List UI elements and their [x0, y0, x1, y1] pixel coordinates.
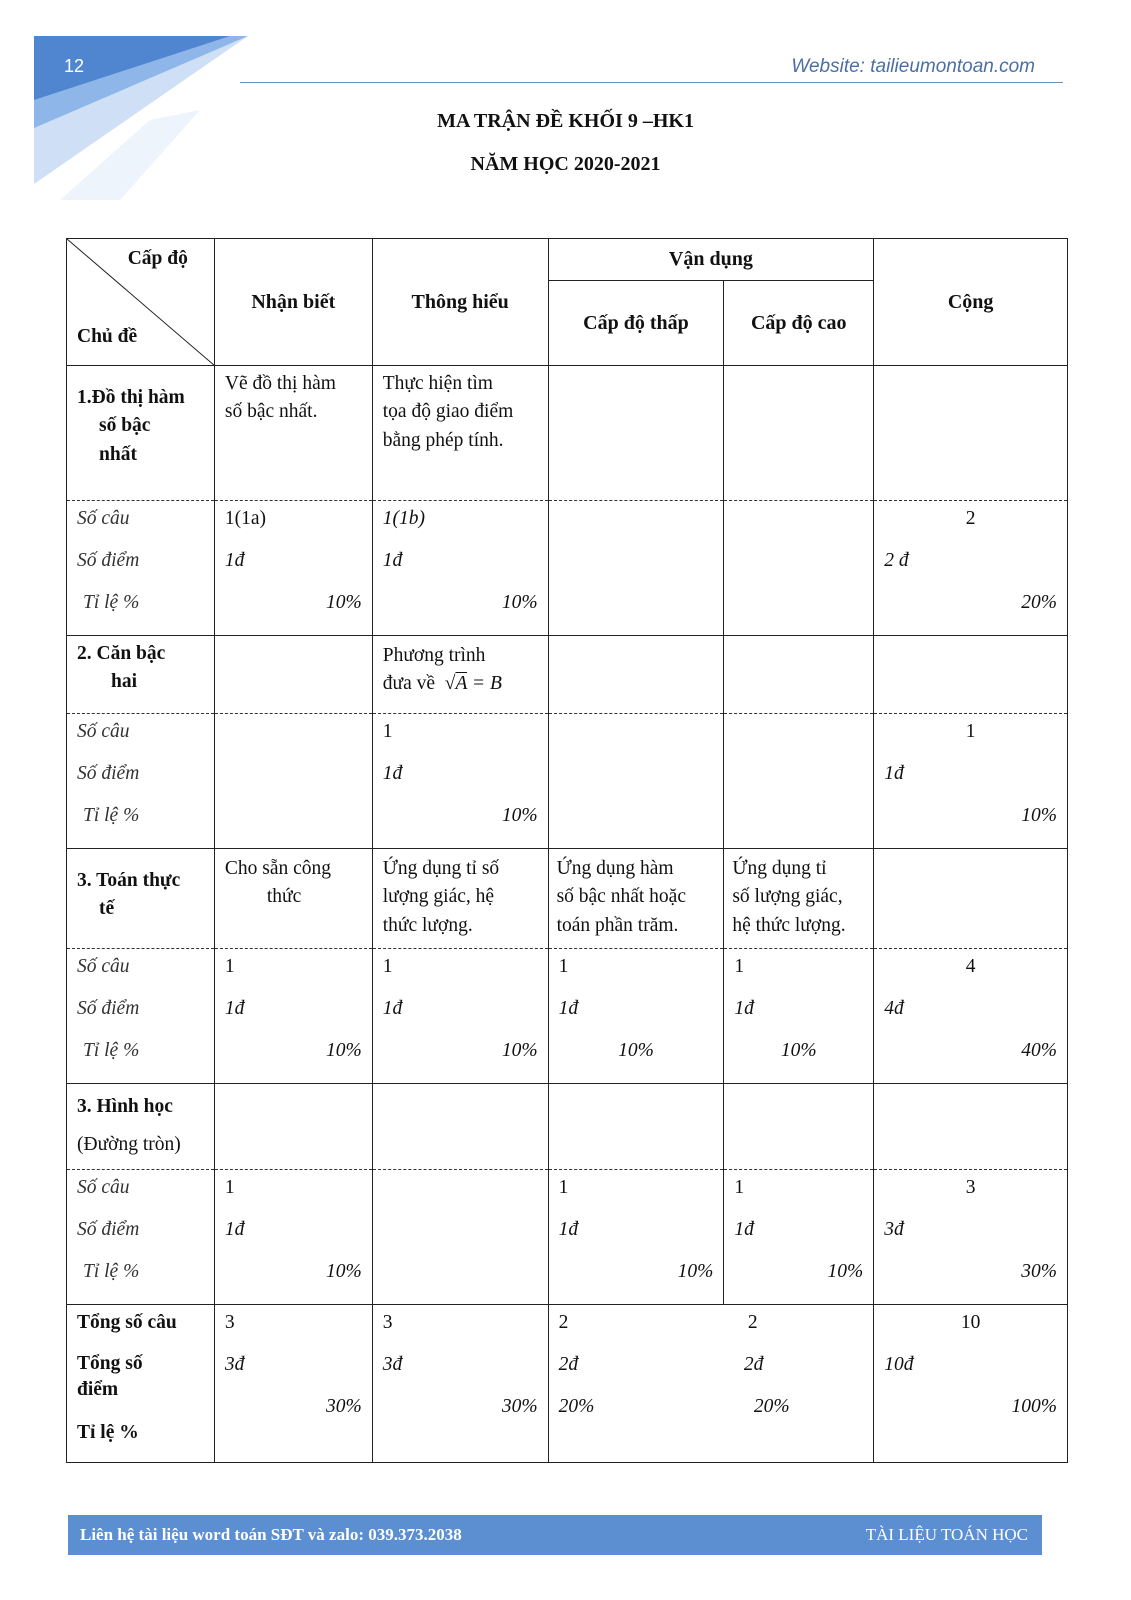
topic-3-cap-do-thap: Ứng dụng hàm số bậc nhất hoặc toán phần trăm. — [548, 849, 724, 949]
school-year-title: NĂM HỌC 2020-2021 — [470, 153, 661, 175]
totals-thap: 2 2đ 20% — [548, 1305, 724, 1463]
exam-matrix-table — [66, 238, 1068, 1463]
topic-1-cong — [874, 366, 1068, 501]
topic-4-cap-do-thap — [548, 1084, 724, 1170]
header-nhan-biet: Nhận biết — [214, 239, 372, 366]
topic-3-cong — [874, 849, 1068, 949]
topic-3-total-stats: 4 4đ 40% — [874, 949, 1068, 1084]
header-topic-label: Chủ đề — [77, 325, 138, 347]
topic-4-th-stats — [372, 1170, 548, 1305]
topic-4-total-stats: 3 3đ 30% — [874, 1170, 1068, 1305]
topic-3-th-stats: 1 1đ 10% — [372, 949, 548, 1084]
footer-contact: Liên hệ tài liệu word toán SĐT và zalo: 039.373.2038 — [80, 1525, 462, 1544]
topic-4-thap-stats: 1 1đ 10% — [548, 1170, 724, 1305]
topic-4-nb-stats: 1 1đ 10% — [214, 1170, 372, 1305]
topic-4-thong-hieu — [372, 1084, 548, 1170]
topic-1-nb-stats: 1(1a) 1đ 10% — [214, 501, 372, 636]
topic-3-thong-hieu: Ứng dụng tỉ số lượng giác, hệ thức lượng. — [372, 849, 548, 949]
topic-2-th-stats: 1 1đ 10% — [372, 714, 548, 849]
topic-3-thap-stats: 1 1đ 10% — [548, 949, 724, 1084]
topic-3-nb-stats: 1 1đ 10% — [214, 949, 372, 1084]
topic-2-cao-stats — [724, 714, 874, 849]
topic-2-thong-hieu: Phương trình đưa về √A = B — [372, 636, 548, 714]
sqrt-formula: √A = B — [439, 673, 502, 695]
topic-3-cap-do-cao: Ứng dụng tỉ số lượng giác, hệ thức lượng. — [724, 849, 874, 949]
topic-1-cap-do-thap — [548, 366, 724, 501]
topic-2-nhan-biet — [214, 636, 372, 714]
totals-all: 10 10đ 100% — [874, 1305, 1068, 1463]
topic-1-cap-do-cao — [724, 366, 874, 501]
header-cap-do-thap: Cấp độ thấp — [548, 281, 724, 366]
totals-labels: Tổng số câu Tổng số điểm Tỉ lệ % — [67, 1305, 215, 1463]
topic-2-cong — [874, 636, 1068, 714]
topic-2-name: 2. Căn bậc hai — [67, 636, 215, 714]
page-number: 12 — [64, 56, 85, 76]
topic-4-cap-do-cao — [724, 1084, 874, 1170]
topic-3-cao-stats: 1 1đ 10% — [724, 949, 874, 1084]
topic-2-total-stats: 1 1đ 10% — [874, 714, 1068, 849]
header-diagonal-cell — [67, 239, 215, 366]
topic-4-cong — [874, 1084, 1068, 1170]
totals-th: 3 3đ 30% — [372, 1305, 548, 1463]
topic-2-cap-do-thap — [548, 636, 724, 714]
topic-3-name: 3. Toán thực tế — [67, 849, 215, 949]
topic-1-nhan-biet: Vẽ đồ thị hàm số bậc nhất. — [214, 366, 372, 501]
topic-3-nhan-biet: Cho sẵn công thức — [214, 849, 372, 949]
totals-cao: 2 2đ 20% — [724, 1305, 874, 1463]
header-thong-hieu: Thông hiểu — [372, 239, 548, 366]
website-link[interactable]: Website: tailieumontoan.com — [791, 56, 1035, 77]
topic-2-thap-stats — [548, 714, 724, 849]
header-cap-do-cao: Cấp độ cao — [724, 281, 874, 366]
header-rule — [240, 82, 1063, 83]
topic-1-th-stats: 1(1b) 1đ 10% — [372, 501, 548, 636]
topic-3-stat-labels: Số câu Số điểm Tỉ lệ % — [67, 949, 215, 1084]
topic-2-stat-labels: Số câu Số điểm Tỉ lệ % — [67, 714, 215, 849]
footer-brand: TÀI LIỆU TOÁN HỌC — [865, 1525, 1028, 1544]
topic-1-cao-stats — [724, 501, 874, 636]
topic-1-stat-labels: Số câu Số điểm Tỉ lệ % — [67, 501, 215, 636]
topic-4-cao-stats: 1 1đ 10% — [724, 1170, 874, 1305]
topic-4-stat-labels: Số câu Số điểm Tỉ lệ % — [67, 1170, 215, 1305]
document-title: MA TRẬN ĐỀ KHỐI 9 –HK1 — [437, 110, 694, 132]
header-level-label: Cấp độ — [127, 248, 188, 269]
topic-2-cap-do-cao — [724, 636, 874, 714]
footer-bar — [68, 1515, 1042, 1555]
header-van-dung: Vận dụng — [548, 239, 874, 281]
topic-2-nb-stats — [214, 714, 372, 849]
totals-nb: 3 3đ 30% — [214, 1305, 372, 1463]
topic-4-name: 3. Hình học (Đường tròn) — [67, 1084, 215, 1170]
topic-1-thap-stats — [548, 501, 724, 636]
header-cong: Cộng — [874, 239, 1068, 366]
topic-1-thong-hieu: Thực hiện tìm tọa độ giao điểm bằng phép tính. — [372, 366, 548, 501]
topic-1-total-stats: 2 2 đ 20% — [874, 501, 1068, 636]
topic-4-nhan-biet — [214, 1084, 372, 1170]
topic-1-name: 1.Đồ thị hàm số bậc nhất — [67, 366, 215, 501]
